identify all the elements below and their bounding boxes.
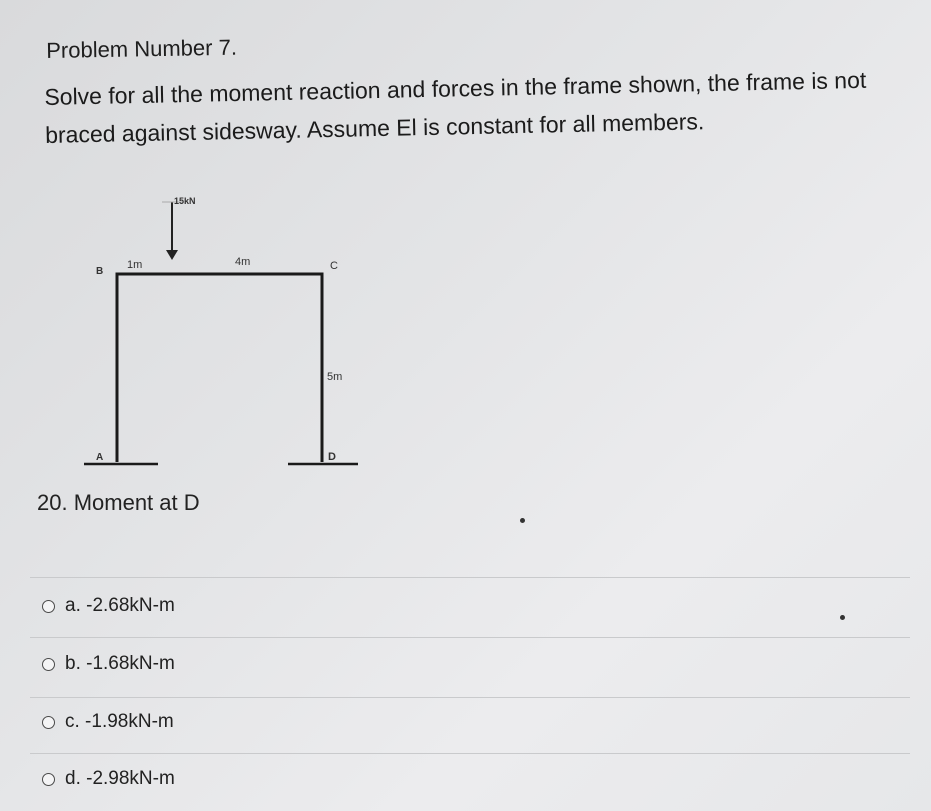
question-text: 20. Moment at D [37, 490, 200, 515]
option-a-label: a. -2.68kN-m [65, 595, 175, 616]
speck [520, 518, 525, 523]
node-label-b: B [96, 266, 104, 277]
divider [30, 697, 910, 698]
option-b-label: b. -1.68kN-m [65, 653, 175, 674]
frame-members [117, 274, 322, 462]
radio-button-b[interactable] [42, 658, 55, 671]
load-arrow-head [166, 250, 178, 260]
radio-button-a[interactable] [42, 600, 55, 613]
frame-diagram [60, 180, 400, 480]
node-label-c: C [330, 260, 338, 272]
option-b[interactable] [42, 653, 175, 675]
problem-text: Solve for all the moment reaction and forces in the frame shown, the frame is not braced against sidesway. Assume El is constant for all members. [44, 66, 867, 148]
problem-title: Problem Number 7. [46, 34, 238, 63]
option-d[interactable] [42, 768, 175, 790]
option-d-label: d. -2.98kN-m [65, 768, 175, 789]
divider [30, 577, 910, 578]
option-c-label: c. -1.98kN-m [65, 711, 174, 732]
option-c[interactable] [42, 711, 174, 733]
dim-label-left: 1m [127, 259, 143, 271]
load-label: 15kN [174, 196, 196, 206]
speck [840, 615, 845, 620]
radio-button-d[interactable] [42, 773, 55, 786]
divider [30, 637, 910, 638]
dim-label-beam: 4m [235, 256, 251, 268]
radio-button-c[interactable] [42, 716, 55, 729]
node-label-a: A [96, 452, 104, 463]
node-label-d: D [328, 451, 336, 463]
divider [30, 753, 910, 754]
option-a[interactable] [42, 595, 175, 617]
dim-label-column: 5m [327, 371, 343, 383]
frame-diagram-svg [60, 180, 400, 480]
